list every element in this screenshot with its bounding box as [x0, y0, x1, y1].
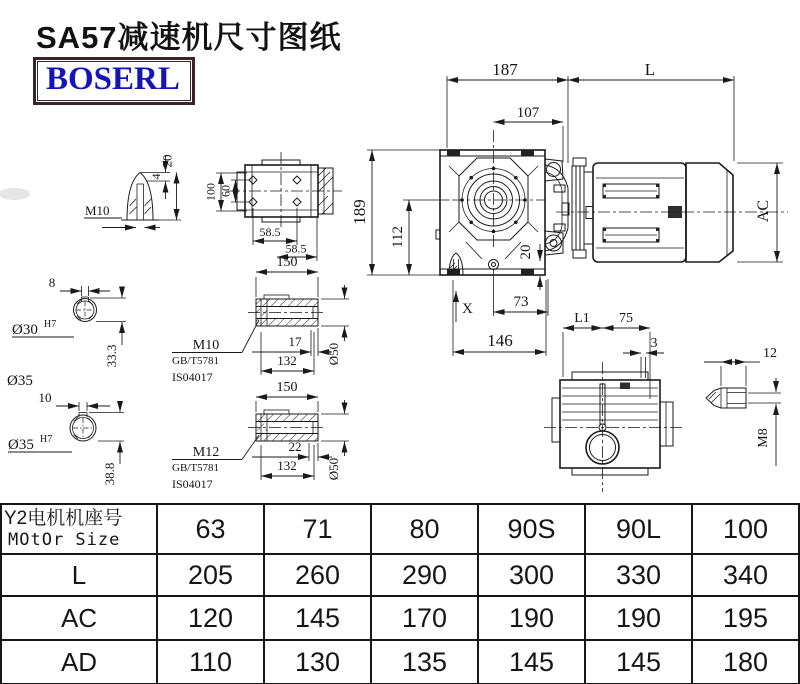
cell-value: 120 — [157, 596, 264, 640]
dim-label-8: 8 — [48, 275, 56, 290]
row-label: AD — [1, 640, 157, 684]
cell-value: 145 — [478, 640, 585, 684]
scan-smudge — [0, 188, 30, 200]
dim-label-60: 60 — [218, 185, 233, 197]
dim-label-100: 100 — [203, 183, 218, 201]
header-row-label — [1, 504, 157, 554]
row-label: L — [1, 554, 157, 596]
cell-value: 110 — [157, 640, 264, 684]
dim-label-3: 3 — [650, 336, 658, 351]
std-note-iso1: IS04017 — [172, 370, 213, 384]
dim-label-58-2: 58.5 — [285, 241, 307, 256]
table-row-AD — [1, 640, 799, 684]
bore-35-detail — [8, 390, 124, 485]
dome-bolt-detail — [84, 155, 181, 228]
cell-value: 290 — [371, 554, 478, 596]
bore-fit-h7b: H7 — [40, 434, 53, 445]
table-row-AC — [1, 596, 799, 640]
axis-label-X: X — [462, 301, 473, 317]
cell-value: 180 — [692, 640, 799, 684]
cell-value: 130 — [264, 640, 371, 684]
dim-label-12: 12 — [763, 346, 777, 361]
table-row-header — [1, 504, 799, 554]
bore-label-d35: Ø35 — [8, 437, 34, 453]
dim-label-146: 146 — [487, 331, 513, 350]
std-note-gb1: GB/T5781 — [172, 355, 220, 367]
dim-label-10: 10 — [38, 390, 52, 405]
brand-logo-text: BOSERL — [37, 61, 191, 101]
bore-fit-h7a: H7 — [44, 319, 57, 330]
header-size: 80 — [371, 504, 478, 554]
thread-note-m10: M10 — [192, 338, 220, 353]
header-size: 63 — [157, 504, 264, 554]
dim-label-75: 75 — [619, 311, 633, 326]
thread-label-M10-dome: M10 — [85, 203, 110, 218]
dim-label-s2-d50: Ø50 — [326, 457, 341, 481]
row-label: AC — [1, 596, 157, 640]
dimension-drawing — [0, 55, 800, 505]
dim-label-s1-17: 17 — [288, 334, 302, 349]
dim-label-20b: 20 — [159, 154, 175, 168]
header-size: 71 — [264, 504, 371, 554]
plug-screw-detail — [704, 346, 781, 466]
header-label-cn: Y2电机机座号 — [4, 507, 123, 529]
table-row-L — [1, 554, 799, 596]
dim-label-33-3: 33.3 — [104, 344, 119, 368]
dim-label-187: 187 — [492, 60, 518, 79]
main-side-view — [350, 60, 788, 356]
cell-value: 190 — [585, 596, 692, 640]
hollow-shaft-upper — [172, 255, 349, 384]
cell-value: 145 — [585, 640, 692, 684]
cell-value: 260 — [264, 554, 371, 596]
header-size: 100 — [692, 504, 799, 554]
header-label-en: MOtOr Size — [8, 530, 121, 551]
dim-label-189: 189 — [350, 199, 369, 225]
dim-label-4: 4 — [149, 173, 163, 180]
header-size: 90S — [478, 504, 585, 554]
fan-cover — [686, 163, 733, 262]
dim-label-s2-150: 150 — [276, 380, 298, 395]
front-view — [544, 311, 682, 492]
dim-label-L: L — [644, 60, 656, 79]
top-view — [204, 152, 343, 261]
dim-label-38-8: 38.8 — [102, 462, 117, 486]
shaft-label-d35: Ø35 — [7, 373, 33, 389]
brand-logo — [33, 57, 195, 105]
dim-label-107: 107 — [516, 105, 540, 121]
dim-label-AC: AC — [755, 199, 772, 223]
std-note-iso2: IS04017 — [172, 477, 213, 491]
dim-label-s1-150: 150 — [276, 255, 298, 270]
cell-value: 330 — [585, 554, 692, 596]
motor-size-table — [0, 503, 800, 684]
dim-label-112: 112 — [390, 226, 406, 248]
dim-label-s2-132: 132 — [277, 458, 297, 473]
dim-label-M8: M8 — [756, 428, 771, 448]
dim-label-73: 73 — [513, 294, 529, 310]
dim-label-s2-22: 22 — [288, 439, 302, 454]
cell-value: 135 — [371, 640, 478, 684]
page-title: SA57减速机尺寸图纸 — [36, 20, 342, 55]
thread-note-m12: M12 — [192, 445, 220, 460]
dim-label-58-1: 58.5 — [259, 225, 281, 239]
cell-value: 340 — [692, 554, 799, 596]
cell-value: 195 — [692, 596, 799, 640]
cell-value: 300 — [478, 554, 585, 596]
cell-value: 190 — [478, 596, 585, 640]
std-note-gb2: GB/T5781 — [172, 462, 220, 474]
bore-30-detail — [7, 275, 126, 389]
dim-label-s1-132: 132 — [277, 353, 297, 368]
hollow-shaft-lower — [172, 380, 349, 491]
dim-label-s1-d50: Ø50 — [326, 342, 341, 366]
dim-label-20: 20 — [518, 244, 534, 260]
cell-value: 205 — [157, 554, 264, 596]
header-size: 90L — [585, 504, 692, 554]
dim-label-L1: L1 — [574, 311, 590, 326]
cell-value: 145 — [264, 596, 371, 640]
bore-label-d30: Ø30 — [12, 322, 38, 338]
cell-value: 170 — [371, 596, 478, 640]
